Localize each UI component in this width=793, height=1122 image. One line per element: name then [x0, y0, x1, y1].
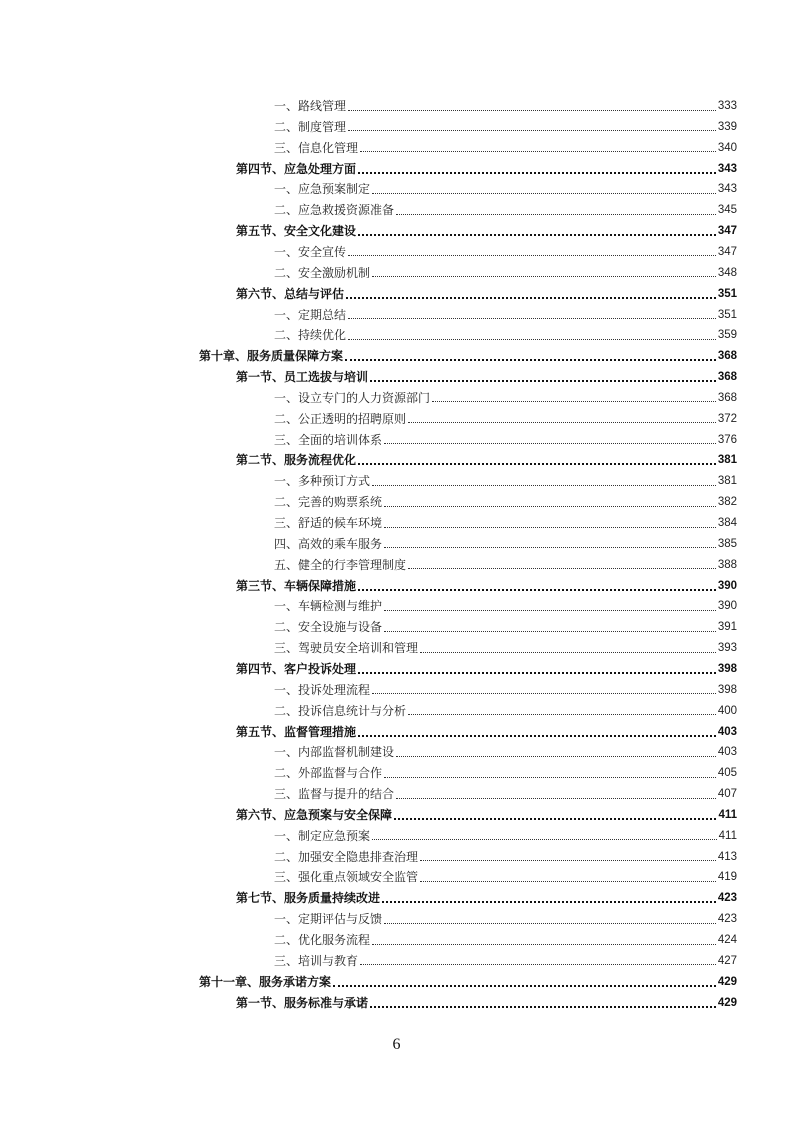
toc-entry[interactable]	[274, 513, 737, 533]
toc-entry-title: 第十章、服务质量保障方案	[199, 349, 344, 364]
toc-dot-leader	[372, 693, 716, 694]
toc-entry[interactable]	[274, 930, 737, 950]
toc-dot-leader	[384, 631, 716, 632]
toc-dot-leader	[396, 214, 716, 215]
toc-dot-leader	[370, 1006, 716, 1008]
toc-entry[interactable]	[274, 179, 737, 199]
toc-entry-page: 390	[717, 600, 737, 613]
toc-dot-leader	[384, 777, 716, 778]
toc-dot-leader	[360, 964, 716, 965]
toc-entry-title: 一、内部监督机制建设	[274, 745, 395, 760]
toc-dot-leader	[384, 610, 716, 611]
toc-dot-leader	[384, 923, 716, 924]
toc-entry-title: 第四节、应急处理方面	[236, 161, 357, 176]
toc-entry-title: 第六节、总结与评估	[236, 286, 345, 301]
toc-entry-title: 第二节、服务流程优化	[236, 453, 357, 468]
toc-entry-title: 三、培训与教育	[274, 953, 359, 968]
toc-entry[interactable]	[236, 722, 737, 742]
toc-dot-leader	[384, 547, 716, 548]
toc-entry-title: 第三节、车辆保障措施	[236, 578, 357, 593]
toc-dot-leader	[348, 255, 716, 256]
toc-dot-leader	[432, 401, 716, 402]
toc-dot-leader	[372, 193, 716, 194]
toc-entry-title: 二、完善的购票系统	[274, 495, 383, 510]
toc-entry-page: 429	[717, 975, 737, 988]
toc-entry-page: 368	[717, 371, 737, 384]
toc-dot-leader	[384, 443, 716, 444]
toc-dot-leader	[358, 672, 716, 674]
toc-entry-page: 391	[717, 621, 737, 634]
toc-entry-page: 427	[717, 954, 737, 967]
toc-entry-title: 第一节、员工选拔与培训	[236, 370, 369, 385]
toc-entry[interactable]	[236, 805, 737, 825]
toc-entry-page: 347	[717, 225, 737, 238]
toc-entry[interactable]	[274, 388, 737, 408]
toc-entry-page: 393	[717, 642, 737, 655]
toc-entry-title: 二、应急救援资源准备	[274, 203, 395, 218]
toc-dot-leader	[360, 151, 716, 152]
toc-entry-page: 368	[717, 350, 737, 363]
toc-entry[interactable]	[274, 534, 737, 554]
toc-entry-page: 400	[717, 704, 737, 717]
toc-dot-leader	[382, 901, 716, 903]
toc-entry[interactable]	[274, 909, 737, 929]
toc-entry-page: 413	[717, 850, 737, 863]
toc-entry[interactable]	[274, 555, 737, 575]
toc-entry-page: 343	[717, 183, 737, 196]
toc-entry[interactable]	[274, 492, 737, 512]
toc-entry-title: 三、监督与提升的结合	[274, 787, 395, 802]
toc-entry-title: 二、安全设施与设备	[274, 620, 383, 635]
toc-dot-leader	[408, 714, 716, 715]
toc-dot-leader	[358, 172, 716, 174]
toc-entry[interactable]	[236, 159, 737, 179]
toc-dot-leader	[420, 881, 716, 882]
toc-entry-title: 二、投诉信息统计与分析	[274, 703, 407, 718]
toc-dot-leader	[420, 652, 716, 653]
toc-entry-page: 372	[717, 412, 737, 425]
toc-entry-title: 二、持续优化	[274, 328, 347, 343]
toc-entry[interactable]	[236, 659, 737, 679]
toc-entry-title: 一、车辆检测与维护	[274, 599, 383, 614]
toc-entry-title: 第四节、客户投诉处理	[236, 661, 357, 676]
toc-entry-title: 三、信息化管理	[274, 140, 359, 155]
toc-dot-leader	[348, 130, 716, 131]
toc-entry-title: 二、加强安全隐患排查治理	[274, 849, 419, 864]
toc-entry[interactable]	[274, 847, 737, 867]
toc-entry-page: 403	[717, 746, 737, 759]
toc-entry-title: 一、定期总结	[274, 307, 347, 322]
toc-entry-page: 340	[717, 141, 737, 154]
toc-entry[interactable]	[236, 221, 737, 241]
toc-entry[interactable]	[274, 951, 737, 971]
toc-entry-page: 345	[717, 204, 737, 217]
toc-dot-leader	[420, 860, 716, 861]
toc-entry[interactable]	[274, 242, 737, 262]
toc-entry-title: 五、健全的行李管理制度	[274, 557, 407, 572]
toc-entry[interactable]	[274, 701, 737, 721]
toc-entry[interactable]	[274, 680, 737, 700]
toc-entry-title: 二、公正透明的招聘原则	[274, 411, 407, 426]
toc-dot-leader	[333, 985, 716, 987]
toc-entry-title: 三、舒适的候车环境	[274, 516, 383, 530]
toc-entry-page: 368	[717, 391, 737, 404]
toc-entry[interactable]	[199, 346, 737, 366]
toc-dot-leader	[372, 839, 717, 840]
toc-entry-title: 第五节、监督管理措施	[236, 724, 357, 739]
toc-entry-title: 四、高效的乘车服务	[274, 536, 383, 551]
toc-entry-title: 一、制定应急预案	[274, 828, 371, 843]
toc-entry[interactable]	[274, 430, 737, 450]
toc-entry-page: 333	[717, 100, 737, 112]
toc-entry[interactable]	[274, 471, 737, 491]
toc-entry[interactable]	[236, 284, 737, 304]
toc-entry-page: 388	[717, 558, 737, 571]
toc-entry[interactable]	[274, 409, 737, 429]
toc-dot-leader	[384, 506, 716, 507]
toc-entry[interactable]	[236, 993, 737, 1013]
toc-entry[interactable]	[274, 325, 737, 345]
toc-entry-page: 351	[717, 287, 737, 300]
toc-dot-leader	[346, 297, 716, 299]
toc-entry-page: 382	[717, 496, 737, 509]
toc-dot-leader	[372, 485, 716, 486]
toc-entry-page: 381	[717, 454, 737, 467]
toc-entry-page: 403	[717, 725, 737, 738]
toc-entry[interactable]	[274, 138, 737, 158]
toc-entry-page: 407	[717, 788, 737, 801]
toc-entry-title: 三、强化重点领域安全监管	[274, 870, 419, 885]
toc-entry-page: 423	[717, 913, 737, 926]
toc-entry-title: 第五节、安全文化建设	[236, 224, 357, 239]
toc-entry[interactable]	[236, 367, 737, 387]
toc-entry-title: 三、驾驶员安全培训和管理	[274, 641, 419, 656]
toc-entry-page: 424	[717, 934, 737, 946]
toc-entry[interactable]	[274, 200, 737, 220]
toc-entry-title: 一、多种预订方式	[274, 474, 371, 489]
toc-entry-page: 411	[718, 808, 737, 821]
toc-dot-leader	[358, 735, 716, 737]
toc-entry-title: 二、制度管理	[274, 119, 347, 134]
toc-dot-leader	[358, 463, 716, 465]
toc-entry-title: 一、定期评估与反馈	[274, 912, 383, 927]
toc-entry-title: 二、安全激励机制	[274, 265, 371, 280]
toc-entry[interactable]	[236, 888, 737, 908]
toc-entry-page: 381	[717, 475, 737, 488]
toc-entry-page: 343	[717, 162, 737, 175]
toc-entry-title: 第六节、应急预案与安全保障	[236, 807, 393, 822]
toc-entry-title: 一、应急预案制定	[274, 182, 371, 197]
toc-dot-leader	[372, 944, 716, 945]
toc-entry-page: 359	[717, 329, 737, 342]
toc-entry[interactable]	[199, 972, 737, 992]
toc-entry-page: 385	[717, 537, 737, 550]
toc-entry-title: 三、全面的培训体系	[274, 432, 383, 447]
toc-entry-title: 一、路线管理	[274, 99, 347, 113]
toc-dot-leader	[394, 818, 716, 820]
toc-dot-leader	[384, 527, 716, 528]
toc-entry[interactable]	[274, 638, 737, 658]
page-number: 6	[392, 1036, 401, 1053]
toc-entry-page: 390	[717, 579, 737, 592]
toc-dot-leader	[345, 359, 716, 361]
toc-entry[interactable]	[274, 742, 737, 762]
toc-entry-page: 347	[717, 245, 737, 258]
toc-entry-page: 398	[717, 683, 737, 696]
toc-entry-page: 376	[717, 433, 737, 446]
toc-entry[interactable]	[274, 763, 737, 783]
toc-entry[interactable]	[274, 117, 737, 137]
toc-dot-leader	[348, 339, 716, 340]
toc-entry-page: 398	[717, 662, 737, 675]
toc-dot-leader	[396, 756, 716, 757]
toc-entry-title: 第一节、服务标准与承诺	[236, 995, 369, 1010]
toc-dot-leader	[396, 798, 716, 799]
toc-entry[interactable]	[274, 617, 737, 637]
toc-entry-title: 第七节、服务质量持续改进	[236, 891, 381, 906]
toc-entry-page: 348	[717, 266, 737, 279]
toc-entry[interactable]	[274, 826, 737, 846]
toc-dot-leader	[348, 110, 716, 111]
toc-entry-title: 一、投诉处理流程	[274, 682, 371, 697]
toc-entry-page: 384	[717, 517, 737, 529]
toc-entry-title: 二、外部监督与合作	[274, 766, 383, 781]
toc-entry-page: 423	[717, 892, 737, 905]
toc-entry-title: 二、优化服务流程	[274, 933, 371, 947]
toc-entry[interactable]	[274, 263, 737, 283]
toc-entry-page: 405	[717, 767, 737, 780]
toc-entry-page: 419	[717, 871, 737, 884]
toc-entry[interactable]	[274, 305, 737, 325]
toc-entry[interactable]	[236, 450, 737, 470]
toc-dot-leader	[372, 276, 716, 277]
toc-entry[interactable]	[236, 576, 737, 596]
toc-entry[interactable]	[274, 96, 737, 116]
toc-entry-page: 351	[717, 308, 737, 321]
toc-dot-leader	[370, 380, 716, 382]
toc-entry-page: 339	[717, 120, 737, 133]
toc-dot-leader	[408, 422, 716, 423]
toc-entry-page: 411	[718, 829, 737, 842]
toc-entry-title: 一、设立专门的人力资源部门	[274, 390, 431, 405]
toc-dot-leader	[408, 568, 716, 569]
toc-entry-title: 第十一章、服务承诺方案	[199, 974, 332, 989]
toc-dot-leader	[358, 234, 716, 236]
toc-entry[interactable]	[274, 596, 737, 616]
toc-entry-title: 一、安全宣传	[274, 244, 347, 259]
toc-entry-page: 429	[717, 996, 737, 1009]
toc-entry[interactable]	[274, 784, 737, 804]
toc-dot-leader	[348, 318, 716, 319]
toc-entry[interactable]	[274, 867, 737, 887]
toc-dot-leader	[358, 589, 716, 591]
